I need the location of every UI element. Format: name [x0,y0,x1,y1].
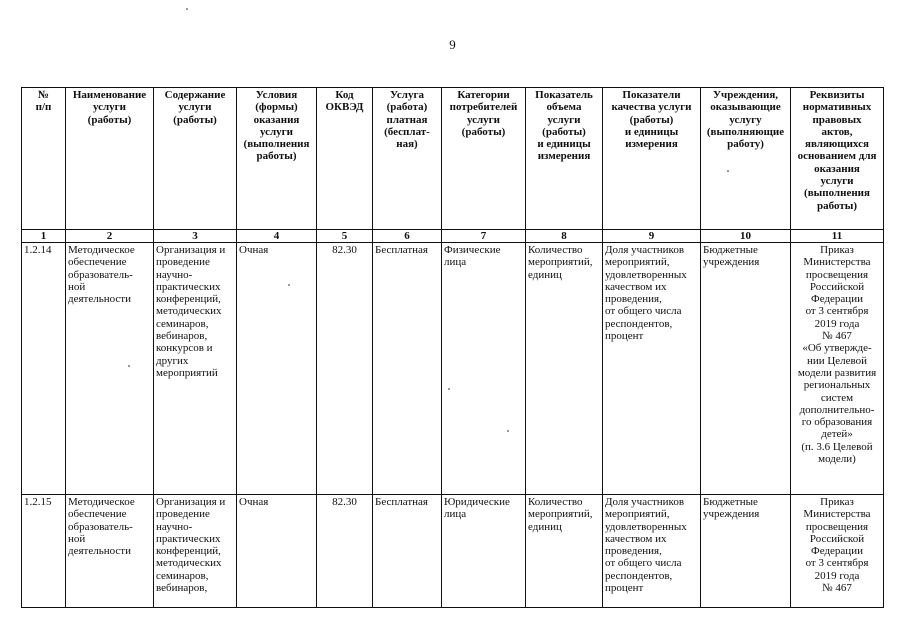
consumer-category-cell: Физические лица [442,243,526,495]
header-cell-legal-requisites: Реквизиты нормативных правовых актов, являющихся основанием для оказания услуги (выполнения работы) [791,88,884,230]
scan-speck [288,284,290,286]
conditions-cell: Очная [237,243,317,495]
column-number-cell: 10 [701,230,791,243]
column-numbers-row [22,230,884,243]
header-cell-conditions: Условия (формы) оказания услуги (выполнения работы) [237,88,317,230]
header-row [22,88,884,230]
institutions-cell: Бюджетные учреждения [701,495,791,608]
scan-speck [186,8,188,10]
column-number-cell: 5 [317,230,373,243]
column-number-cell: 11 [791,230,884,243]
row-number-cell: 1.2.15 [22,495,66,608]
header-cell-service-name: Наименование услуги (работы) [66,88,154,230]
conditions-cell: Очная [237,495,317,608]
volume-indicator-cell: Количество мероприятий, единиц [526,495,603,608]
service-content-cell: Организация и проведение научно- практических конференций, методических семинаров, вебинаров, [154,495,237,608]
service-name-cell: Методическое обеспечение образователь- ной деятельности [66,243,154,495]
column-number-cell: 7 [442,230,526,243]
header-cell-paid-free: Услуга (работа) платная (бесплат- ная) [373,88,442,230]
column-number-cell: 8 [526,230,603,243]
legal-requisites-cell: Приказ Министерства просвещения Российской Федерации от 3 сентября 2019 года № 467 «Об утвержде- нии Целевой модели развития региональных систем дополнительно- го образования детей» (п. 3.6 Целевой модели) [791,243,884,495]
header-cell-consumer-categories: Категории потребителей услуги (работы) [442,88,526,230]
service-content-cell: Организация и проведение научно- практических конференций, методических семинаров, вебинаров, конкурсов и других мероприятий [154,243,237,495]
column-number-cell: 6 [373,230,442,243]
table-row [22,243,884,495]
row-number-cell: 1.2.14 [22,243,66,495]
scan-speck [128,365,130,367]
institutions-cell: Бюджетные учреждения [701,243,791,495]
scan-speck [507,430,509,432]
column-number-cell: 4 [237,230,317,243]
paid-free-cell: Бесплатная [373,243,442,495]
service-name-cell: Методическое обеспечение образователь- ной деятельности [66,495,154,608]
column-number-cell: 1 [22,230,66,243]
okved-code-cell: 82.30 [317,495,373,608]
column-number-cell: 9 [603,230,701,243]
paid-free-cell: Бесплатная [373,495,442,608]
scan-speck [727,170,729,172]
header-cell-volume-indicator: Показатель объема услуги (работы) и единицы измерения [526,88,603,230]
quality-indicators-cell: Доля участников мероприятий, удовлетворенных качеством их проведения, от общего числа респондентов, процент [603,243,701,495]
header-cell-okved-code: Код ОКВЭД [317,88,373,230]
volume-indicator-cell: Количество мероприятий, единиц [526,243,603,495]
consumer-category-cell: Юридические лица [442,495,526,608]
header-cell-service-content: Содержание услуги (работы) [154,88,237,230]
legal-requisites-cell: Приказ Министерства просвещения Российской Федерации от 3 сентября 2019 года № 467 [791,495,884,608]
services-register-table [21,87,884,608]
scan-speck [448,388,450,390]
column-number-cell: 3 [154,230,237,243]
header-cell-quality-indicators: Показатели качества услуги (работы) и единицы измерения [603,88,701,230]
header-cell-number: № п/п [22,88,66,230]
header-cell-institutions: Учреждения, оказывающие услугу (выполняющие работу) [701,88,791,230]
column-number-cell: 2 [66,230,154,243]
okved-code-cell: 82.30 [317,243,373,495]
quality-indicators-cell: Доля участников мероприятий, удовлетворенных качеством их проведения, от общего числа респондентов, процент [603,495,701,608]
table-row [22,495,884,608]
page-number: 9 [449,37,456,52]
